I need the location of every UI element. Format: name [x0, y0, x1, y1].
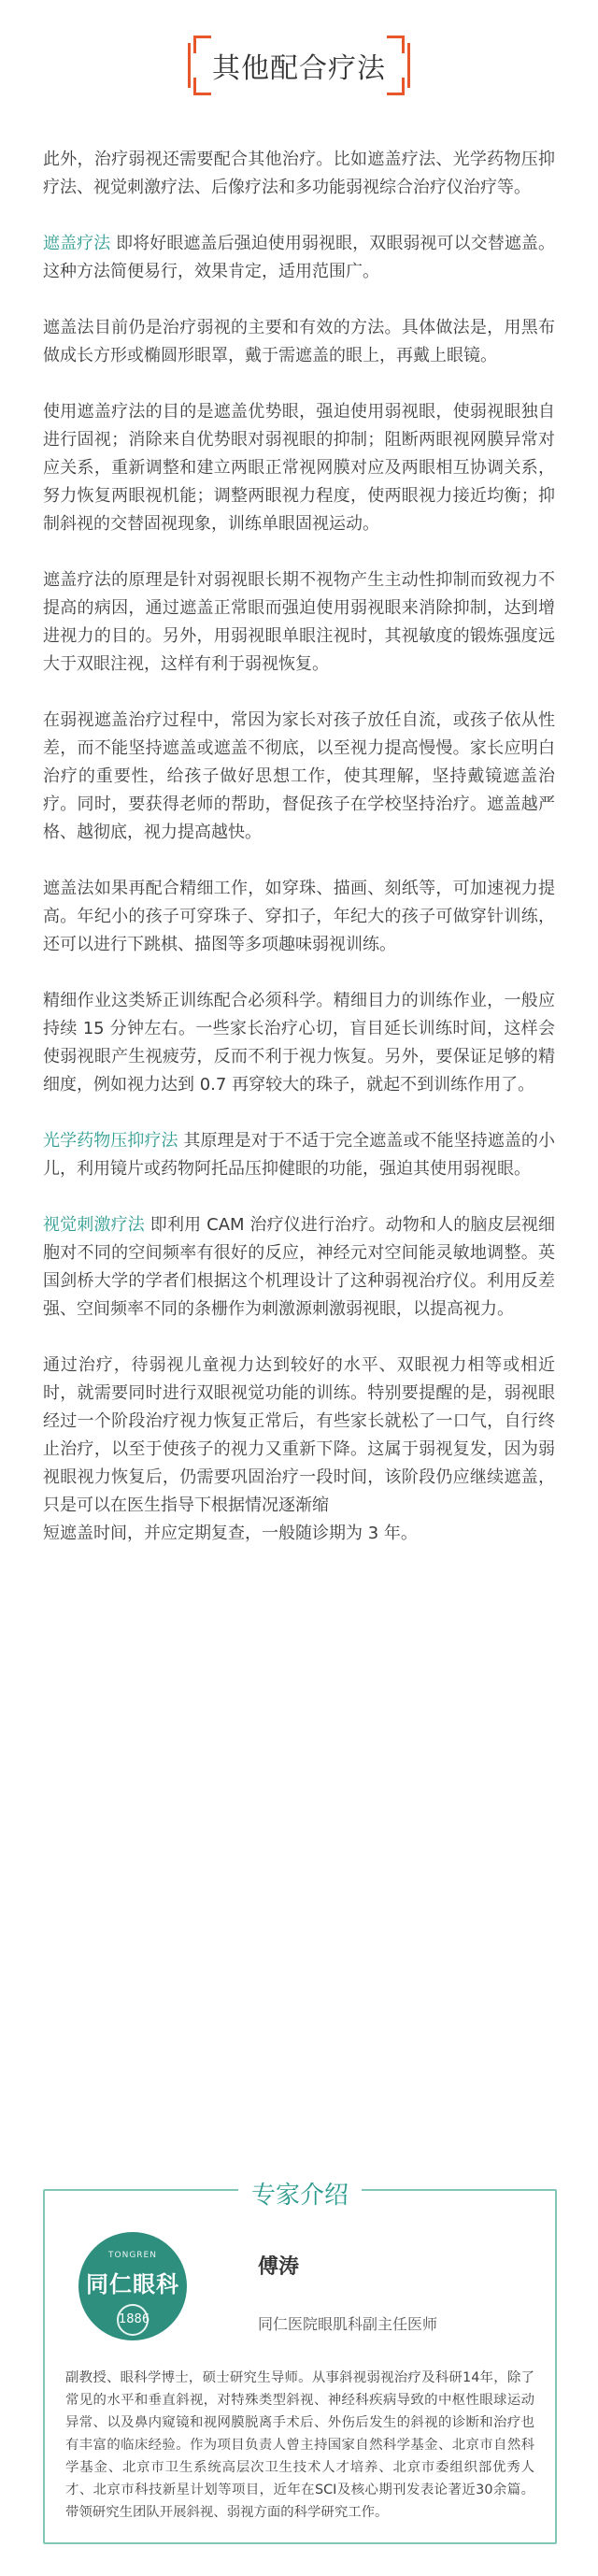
paragraph-text: 短遮盖时间，并应定期复查，一般随诊期为 3 年。: [43, 1524, 418, 1543]
title-bar-left: [188, 43, 191, 88]
paragraph-text: 遮盖疗法的原理是针对弱视眼长期不视物产生主动性抑制而致视力不提高的病因，通过遮盖正常眼而强迫使用弱视眼来消除抑制，达到增进视力的目的。另外，用弱视眼单眼注视时，其视敏度的锻炼强度远大于双眼注视，这样有利于弱视恢复。: [43, 570, 555, 674]
article-paragraph: [43, 398, 555, 538]
method-highlight: 遮盖疗法: [43, 234, 111, 253]
article-paragraph: [43, 1520, 555, 1548]
expert-header: [45, 2176, 555, 2211]
article-paragraph: [43, 707, 555, 847]
paragraph-text: 遮盖法如果再配合精细工作，如穿珠、描画、刻纸等，可加速视力提高。年纪小的孩子可穿珠子、穿扣子，年纪大的孩子可做穿针训练，还可以进行下跳棋、描图等多项趣味弱视训练。: [43, 879, 555, 954]
expert-header-label: 专家介绍: [238, 2182, 362, 2210]
paragraph-text: 遮盖法目前仍是治疗弱视的主要和有效的方法。具体做法是，用黑布做成长方形或椭圆形眼罩，戴于需遮盖的眼上，再戴上眼镜。: [43, 318, 555, 365]
section-title-frame: [193, 36, 405, 95]
article-paragraph: [43, 987, 555, 1099]
title-bar-right: [407, 43, 410, 88]
bracket-corner-icon: [387, 78, 405, 95]
expert-role: 同仁医院眼肌科副主任医师: [258, 2315, 438, 2333]
bracket-corner-icon: [193, 78, 211, 95]
section-title: 其他配合疗法: [212, 52, 386, 85]
paragraph-text: 精细作业这类矫正训练配合必须科学。精细目力的训练作业，一般应持续 15 分钟左右。一些家长治疗心切，盲目延长训练时间，这样会使弱视眼产生视疲劳，反而不利于视力恢复。另外，要保证足够的精细度，例如视力达到 0.7 再穿较大的珠子，就起不到训练作用了。: [43, 991, 555, 1095]
paragraph-text: 此外，治疗弱视还需要配合其他治疗。比如遮盖疗法、光学药物压抑疗法、视觉刺激疗法、后像疗法和多功能弱视综合治疗仪治疗等。: [43, 150, 555, 197]
paragraph-text: 使用遮盖疗法的目的是遮盖优势眼，强迫使用弱视眼，使弱视眼独自进行固视；消除来自优势眼对弱视眼的抑制；阻断两眼视网膜异常对应关系，重新调整和建立两眼正常视网膜对应及两眼相互协调关系，努力恢复两眼视机能；调整两眼视力程度，使两眼视力接近均衡；抑制斜视的交替固视现象，训练单眼固视运动。: [43, 402, 555, 534]
paragraph-text: 即利用 CAM 治疗仪进行治疗。动物和人的脑皮层视细胞对不同的空间频率有很好的反应，神经元对空间能灵敏地调整。英国剑桥大学的学者们根据这个机理设计了这种弱视治疗仪。利用反差强、空间频率不同的条栅作为刺激源刺激弱视眼，以提高视力。: [43, 1215, 556, 1319]
article-paragraph: [43, 566, 555, 679]
paragraph-text: 即将好眼遮盖后强迫使用弱视眼，双眼弱视可以交替遮盖。这种方法简便易行，效果肯定，适用范围广。: [43, 234, 555, 281]
bracket-corner-icon: [387, 36, 405, 53]
article-paragraph: [43, 1127, 555, 1183]
expert-card: [43, 2182, 557, 2544]
logo-top-text: TONGREN: [108, 2251, 157, 2260]
section-title-wrap: [0, 36, 598, 95]
article-paragraph: [43, 875, 555, 959]
article-paragraph: [43, 230, 555, 286]
paragraph-text: 其原理是对于不适于完全遮盖或不能坚持遮盖的小儿，利用镜片或药物阿托品压抑健眼的功能，强迫其使用弱视眼。: [43, 1131, 555, 1179]
logo-mark: 1886: [117, 2304, 149, 2336]
paragraph-text: 在弱视遮盖治疗过程中，常因为家长对孩子放任自流，或孩子依从性差，而不能坚持遮盖或遮盖不彻底，以至视力提高慢慢。家长应明白治疗的重要性，给孩子做好思想工作，使其理解，坚持戴镜遮盖治疗。同时，要获得老师的帮助，督促孩子在学校坚持治疗。遮盖越严格、越彻底，视力提高越快。: [43, 710, 555, 842]
method-highlight: 光学药物压抑疗法: [43, 1131, 178, 1151]
article-paragraph: [43, 314, 555, 370]
article-paragraph: [43, 1211, 555, 1324]
paragraph-text: 通过治疗，待弱视儿童视力达到较好的水平、双眼视力相等或相近时，就需要同时进行双眼视觉功能的训练。特别要提醒的是，弱视眼经过一个阶段治疗视力恢复正常后，有些家长就松了一口气，自行终止治疗，以至于使孩子的视力又重新下降。这属于弱视复发，因为弱视眼视力恢复后，仍需要巩固治疗一段时间，该阶段仍应继续遮盖，只是可以在医生指导下根据情况逐渐缩: [43, 1355, 555, 1515]
bracket-corner-icon: [193, 36, 211, 53]
article-body: [43, 146, 555, 1576]
logo-name-text: 同仁眼科: [86, 2271, 179, 2297]
expert-bio: 副教授、眼科学博士，硕士研究生导师。从事斜视弱视治疗及科研14年，除了常见的水平和垂直斜视，对特殊类型斜视、神经科疾病导致的中枢性眼球运动异常、以及鼻内窥镜和视网膜脱离手术后、外伤后发生的斜视的诊断和治疗也有丰富的临床经验。作为项目负责人曾主持国家自然科学基金、北京市自然科学基金、北京市卫生系统高层次卫生技术人才培养、北京市委组织部优秀人才、北京市科技新星计划等项目，近年在SCI及核心期刊发表论著近30余篇。带领研究生团队开展斜视、弱视方面的科学研究工作。: [65, 2370, 534, 2520]
hospital-logo-icon: [78, 2232, 187, 2340]
article-paragraph: [43, 146, 555, 202]
expert-name: 傅涛: [258, 2255, 300, 2279]
method-highlight: 视觉刺激疗法: [43, 1215, 145, 1235]
article-paragraph: [43, 1352, 555, 1520]
